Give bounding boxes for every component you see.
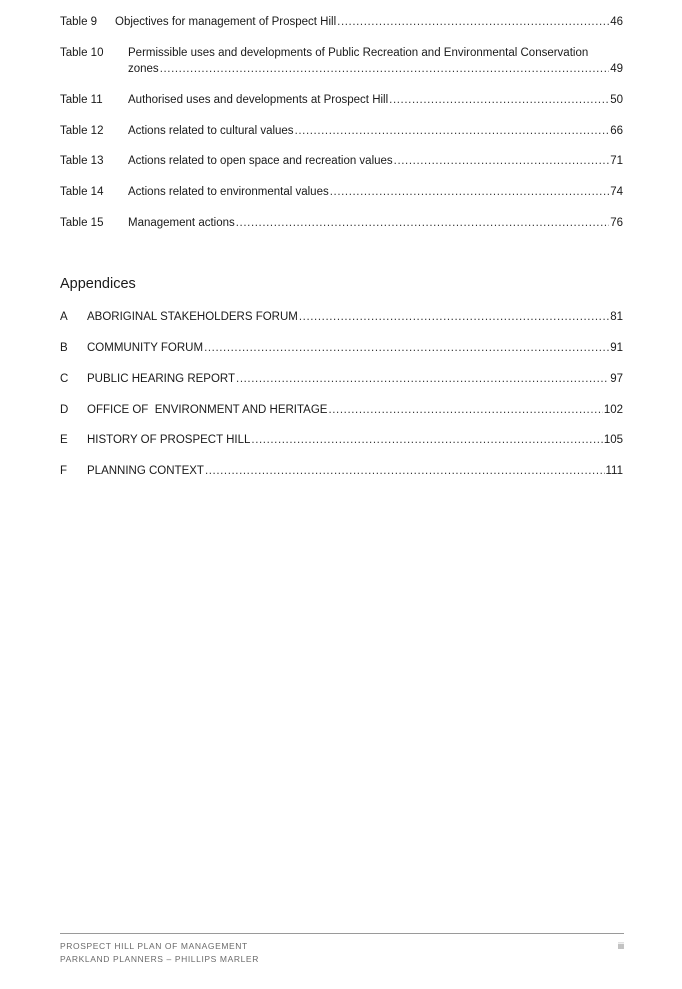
toc-entry-table-13[interactable]: [60, 153, 623, 169]
toc-entry-table-11[interactable]: [60, 92, 623, 108]
toc-table-number: Table 13: [60, 155, 104, 167]
toc-table-title-line2: zones: [128, 63, 159, 75]
toc-page-number: 97: [610, 373, 623, 385]
toc-entry-appendix-c[interactable]: [60, 371, 623, 387]
toc-table-number: Table 12: [60, 125, 104, 137]
appendix-letter: F: [60, 465, 68, 477]
footer-authors: PARKLAND PLANNERS – PHILLIPS MARLER: [60, 954, 259, 964]
dot-leader: [328, 402, 602, 418]
toc-page-number: 81: [610, 311, 623, 323]
toc-page-number: 46: [610, 16, 623, 28]
dot-leader: [299, 309, 609, 325]
dot-leader: [337, 14, 609, 30]
dot-leader: [160, 61, 610, 77]
dot-leader: [389, 92, 609, 108]
appendix-title: OFFICE OF ENVIRONMENT AND HERITAGE: [87, 404, 328, 416]
dot-leader: [330, 184, 609, 200]
toc-entry-appendix-d[interactable]: [60, 402, 623, 418]
toc-entry-table-15[interactable]: [60, 215, 623, 231]
appendix-title: PLANNING CONTEXT: [87, 465, 204, 477]
appendix-title: HISTORY OF PROSPECT HILL: [87, 434, 251, 446]
toc-entry-appendix-a[interactable]: [60, 309, 623, 325]
toc-entry-table-12[interactable]: [60, 123, 623, 139]
toc-entry-table-10[interactable]: [60, 45, 623, 77]
toc-entry-appendix-f[interactable]: [60, 463, 623, 479]
dot-leader: [236, 371, 609, 387]
toc-table-number: Table 15: [60, 217, 104, 229]
appendix-letter: E: [60, 434, 68, 446]
toc-table-title: Management actions: [128, 217, 235, 229]
toc-table-title: Objectives for management of Prospect Hill: [115, 16, 337, 28]
toc-entry-appendix-b[interactable]: [60, 340, 623, 356]
dot-leader: [204, 340, 609, 356]
toc-table-title: Actions related to open space and recreation values: [128, 155, 393, 167]
dot-leader: [251, 432, 602, 448]
appendix-title: ABORIGINAL STAKEHOLDERS FORUM: [87, 311, 298, 323]
appendix-letter: B: [60, 342, 68, 354]
toc-page-number: 50: [610, 94, 623, 106]
toc-table-number: Table 10: [60, 47, 104, 59]
toc-page-number: 111: [605, 465, 623, 477]
dot-leader: [295, 123, 610, 139]
appendices-heading: Appendices: [60, 276, 136, 292]
toc-entry-table-14[interactable]: [60, 184, 623, 200]
toc-table-title-line1: Permissible uses and developments of Public Recreation and Environmental Conservation: [128, 47, 589, 59]
toc-page-number: 76: [610, 217, 623, 229]
toc-table-number: Table 9: [60, 16, 98, 28]
dot-leader: [236, 215, 609, 231]
toc-page-number: 102: [603, 404, 623, 416]
appendix-letter: D: [60, 404, 69, 416]
toc-page-number: 66: [610, 125, 623, 137]
toc-page-number: 49: [610, 63, 623, 75]
appendix-title: PUBLIC HEARING REPORT: [87, 373, 236, 385]
dot-leader: [205, 463, 605, 479]
toc-page-number: 71: [610, 155, 623, 167]
appendix-letter: C: [60, 373, 69, 385]
toc-page-number: 74: [610, 186, 623, 198]
footer-page-number: iii: [618, 941, 624, 951]
toc-table-number: Table 11: [60, 94, 103, 106]
toc-table-title: Actions related to environmental values: [128, 186, 329, 198]
footer-divider: [60, 933, 624, 934]
toc-page-number: 91: [610, 342, 623, 354]
toc-entry-appendix-e[interactable]: [60, 432, 623, 448]
dot-leader: [394, 153, 610, 169]
appendix-title: COMMUNITY FORUM: [87, 342, 204, 354]
appendix-letter: A: [60, 311, 68, 323]
toc-entry-table-9[interactable]: [60, 14, 623, 30]
toc-page-number: 105: [603, 434, 623, 446]
toc-table-number: Table 14: [60, 186, 104, 198]
toc-table-title: Authorised uses and developments at Prospect Hill: [128, 94, 389, 106]
toc-table-title: Actions related to cultural values: [128, 125, 294, 137]
footer-document-title: PROSPECT HILL PLAN OF MANAGEMENT: [60, 941, 248, 951]
